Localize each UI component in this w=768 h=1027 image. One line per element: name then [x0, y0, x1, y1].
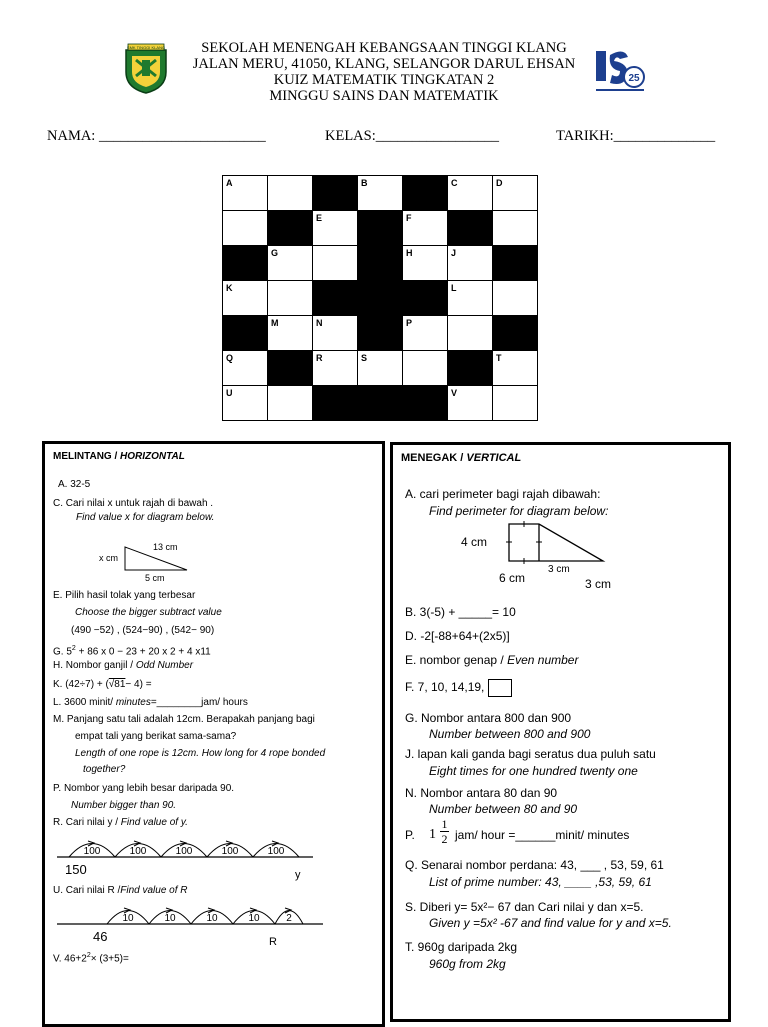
- hop-label: 2: [286, 913, 292, 924]
- grid-row: [223, 211, 538, 246]
- clue-q: Q. Senarai nombor perdana: 43, ___ , 53, 59, 61: [405, 858, 664, 872]
- clue-a-horizontal: A. 32-5: [58, 479, 91, 490]
- hop-label: 10: [206, 913, 218, 924]
- clue-number-label: P: [406, 318, 413, 328]
- black-cell: [358, 211, 403, 246]
- answer-cell[interactable]: [268, 281, 313, 316]
- answer-cell[interactable]: [493, 281, 538, 316]
- clue-a-translation: Find perimeter for diagram below:: [429, 504, 609, 518]
- black-cell: [358, 246, 403, 281]
- number-line-r: [51, 832, 381, 882]
- svg-text:R: R: [269, 936, 277, 948]
- clue-r: R. Cari nilai y / Find value of y.: [53, 817, 188, 828]
- clue-m-translation: Length of one rope is 12cm. How long for 4 rope bonded: [75, 748, 326, 759]
- svg-text:SMK TINGGI KLANG: SMK TINGGI KLANG: [126, 45, 166, 50]
- clue-number-label: J: [451, 248, 457, 258]
- svg-text:5 cm: 5 cm: [145, 573, 165, 583]
- vertical-title: MENEGAK / VERTICAL: [401, 452, 522, 464]
- vertical-clues-panel: [390, 442, 731, 1022]
- clue-u: U. Cari nilai R /Find value of R: [53, 885, 188, 896]
- answer-cell[interactable]: [358, 176, 403, 211]
- horizontal-clues-panel: [42, 441, 385, 1027]
- hop-label: 100: [129, 846, 147, 857]
- black-cell: [223, 316, 268, 351]
- answer-cell[interactable]: [448, 316, 493, 351]
- clue-q-translation: List of prime number: 43, ____ ,53, 59, 61: [429, 875, 652, 889]
- svg-text:4 cm: 4 cm: [461, 535, 488, 549]
- clue-number-label: R: [316, 353, 323, 363]
- black-cell: [493, 246, 538, 281]
- black-cell: [358, 386, 403, 421]
- mixed-number-whole: 1: [429, 827, 436, 842]
- clue-l: L. 3600 minit/ minutes=________jam/ hours: [53, 697, 248, 708]
- clue-g-translation: Number between 800 and 900: [429, 727, 591, 741]
- svg-text:3 cm: 3 cm: [585, 577, 612, 591]
- date-field[interactable]: TARIKH:______________: [556, 128, 716, 144]
- clue-p-text: P. Nombor yang lebih besar daripada 90.: [53, 783, 235, 794]
- answer-cell[interactable]: [403, 211, 448, 246]
- hop-label: 100: [175, 846, 193, 857]
- clue-number-label: B: [361, 178, 368, 188]
- answer-cell[interactable]: [268, 246, 313, 281]
- black-cell: [493, 316, 538, 351]
- clue-f: F. 7, 10, 14,19,: [405, 679, 512, 697]
- black-cell: [313, 386, 358, 421]
- clue-number-label: Q: [226, 353, 234, 363]
- clue-number-label: V: [451, 388, 458, 398]
- black-cell: [358, 316, 403, 351]
- answer-cell[interactable]: [403, 246, 448, 281]
- class-field[interactable]: KELAS:_________________: [325, 128, 499, 144]
- clue-p-label: P.: [405, 828, 415, 842]
- trapezium-diagram: [453, 517, 613, 591]
- black-cell: [403, 386, 448, 421]
- clue-d: D. -2[-88+64+(2x5)]: [405, 629, 510, 643]
- name-field[interactable]: NAMA: _______________________: [47, 128, 266, 144]
- grid-row: [223, 281, 538, 316]
- triangle-diagram: [95, 537, 205, 583]
- clue-number-label: C: [451, 178, 458, 188]
- svg-text:3 cm: 3 cm: [548, 564, 570, 575]
- clue-j-translation: Eight times for one hundred twenty one: [429, 764, 638, 778]
- black-cell: [313, 281, 358, 316]
- grid-row: [223, 386, 538, 421]
- hop-label: 100: [83, 846, 101, 857]
- answer-cell[interactable]: [268, 316, 313, 351]
- clue-e-vertical: E. nombor genap / Even number: [405, 653, 579, 667]
- black-cell: [313, 176, 358, 211]
- answer-cell[interactable]: [403, 316, 448, 351]
- answer-cell[interactable]: [313, 211, 358, 246]
- clue-number-label: N: [316, 318, 323, 328]
- answer-cell[interactable]: [493, 176, 538, 211]
- clue-number-label: H: [406, 248, 413, 258]
- fraction-numerator: 1: [441, 817, 448, 831]
- clue-n: N. Nombor antara 80 dan 90: [405, 786, 558, 800]
- grid-row: [223, 316, 538, 351]
- clue-m-text-2: empat tali yang berikat sama-sama?: [75, 731, 237, 742]
- clue-e-options: (490 −52) , (524−90) , (542− 90): [71, 625, 215, 636]
- answer-cell[interactable]: [448, 246, 493, 281]
- black-cell: [448, 351, 493, 386]
- school-name: SEKOLAH MENENGAH KEBANGSAAN TINGGI KLANG: [201, 40, 567, 56]
- clue-number-label: A: [226, 178, 233, 188]
- clue-number-label: S: [361, 353, 368, 363]
- clue-number-label: U: [226, 388, 233, 398]
- clue-v-horizontal: V. $46+2^2\times (3+5)=$: [53, 952, 129, 965]
- black-cell: [403, 281, 448, 316]
- answer-cell[interactable]: [448, 281, 493, 316]
- clue-g-vertical: G. Nombor antara 800 dan 900: [405, 711, 572, 725]
- event-title: MINGGU SAINS DAN MATEMATIK: [269, 88, 499, 104]
- svg-text:6 cm: 6 cm: [499, 571, 526, 585]
- hop-label: 10: [164, 913, 176, 924]
- hop-label: 10: [122, 913, 134, 924]
- answer-cell[interactable]: [223, 351, 268, 386]
- svg-text:x cm: x cm: [99, 553, 118, 563]
- black-cell: [268, 351, 313, 386]
- clue-e-translation: Choose the bigger subtract value: [75, 607, 222, 618]
- clue-k: K. (42÷7) + (√81− 4) =: [53, 679, 152, 690]
- black-cell: [268, 211, 313, 246]
- answer-cell[interactable]: [448, 386, 493, 421]
- svg-text:13 cm: 13 cm: [153, 542, 178, 552]
- answer-cell[interactable]: [313, 316, 358, 351]
- clue-m-translation-2: together?: [83, 764, 126, 775]
- answer-cell[interactable]: [223, 176, 268, 211]
- answer-cell[interactable]: [313, 246, 358, 281]
- clue-t: T. 960g daripada 2kg: [405, 940, 518, 954]
- clue-a-vertical: A. cari perimeter bagi rajah dibawah:: [405, 487, 601, 501]
- clue-number-label: D: [496, 178, 503, 188]
- clue-b: B. 3(-5) + _____= 10: [405, 605, 516, 619]
- clue-s: S. Diberi y= 5x²− 67 dan Cari nilai y dan x=5.: [405, 900, 644, 914]
- clue-c-translation: Find value x for diagram below.: [76, 512, 215, 523]
- clue-number-label: T: [496, 353, 502, 363]
- school-address: JALAN MERU, 41050, KLANG, SELANGOR DARUL EHSAN: [192, 56, 576, 72]
- clue-h: H. Nombor ganjil / Odd Number: [53, 660, 194, 671]
- answer-box[interactable]: [488, 679, 512, 697]
- answer-cell[interactable]: [313, 351, 358, 386]
- hop-label: 100: [221, 846, 239, 857]
- grid-row: [223, 246, 538, 281]
- clue-number-label: F: [406, 213, 412, 223]
- school-header: [0, 40, 768, 104]
- answer-cell[interactable]: [493, 386, 538, 421]
- hop-label: 10: [248, 913, 260, 924]
- horizontal-title: MELINTANG / HORIZONTAL: [53, 451, 185, 462]
- quiz-title: KUIZ MATEMATIK TINGKATAN 2: [273, 72, 495, 88]
- answer-cell[interactable]: [493, 351, 538, 386]
- svg-text:y: y: [295, 869, 301, 881]
- black-cell: [358, 281, 403, 316]
- black-cell: [448, 211, 493, 246]
- answer-cell[interactable]: [403, 351, 448, 386]
- answer-cell[interactable]: [448, 176, 493, 211]
- crossword-grid: [222, 175, 538, 421]
- clue-e-text: E. Pilih hasil tolak yang terbesar: [53, 590, 196, 601]
- clue-number-label: K: [226, 283, 233, 293]
- answer-cell[interactable]: [358, 351, 403, 386]
- answer-cell[interactable]: [223, 281, 268, 316]
- clue-s-translation: Given y =5x² -67 and find value for y and x=5.: [429, 916, 672, 930]
- svg-text:25: 25: [628, 73, 640, 84]
- answer-cell[interactable]: [223, 386, 268, 421]
- clue-number-label: G: [271, 248, 279, 258]
- black-cell: [403, 176, 448, 211]
- clue-number-label: E: [316, 213, 323, 223]
- clue-p-vertical: jam/ hour =______minit/ minutes: [455, 828, 630, 842]
- number-line-u: [51, 899, 381, 949]
- clue-number-label: L: [451, 283, 457, 293]
- clue-c-text: C. Cari nilai x untuk rajah di bawah .: [53, 498, 214, 509]
- answer-cell[interactable]: [268, 176, 313, 211]
- hop-label: 100: [267, 846, 285, 857]
- clue-n-translation: Number between 80 and 90: [429, 802, 578, 816]
- clue-t-translation: 960g from 2kg: [429, 957, 506, 971]
- grid-row: [223, 176, 538, 211]
- svg-text:150: 150: [65, 862, 87, 877]
- svg-text:46: 46: [93, 929, 108, 944]
- fraction-denominator: 2: [441, 832, 448, 846]
- answer-cell[interactable]: [268, 386, 313, 421]
- clue-m-text: M. Panjang satu tali adalah 12cm. Berapakah panjang bagi: [53, 714, 315, 725]
- clue-j: J. lapan kali ganda bagi seratus dua puluh satu: [405, 747, 656, 761]
- grid-row: [223, 351, 538, 386]
- clue-p-translation: Number bigger than 90.: [71, 800, 177, 811]
- answer-cell[interactable]: [223, 211, 268, 246]
- answer-cell[interactable]: [493, 211, 538, 246]
- clue-number-label: M: [271, 318, 279, 328]
- black-cell: [223, 246, 268, 281]
- clue-g-horizontal: G. $5^2 + 86$ x 0 − 23 + 20 x 2 + 4 x11: [53, 645, 211, 658]
